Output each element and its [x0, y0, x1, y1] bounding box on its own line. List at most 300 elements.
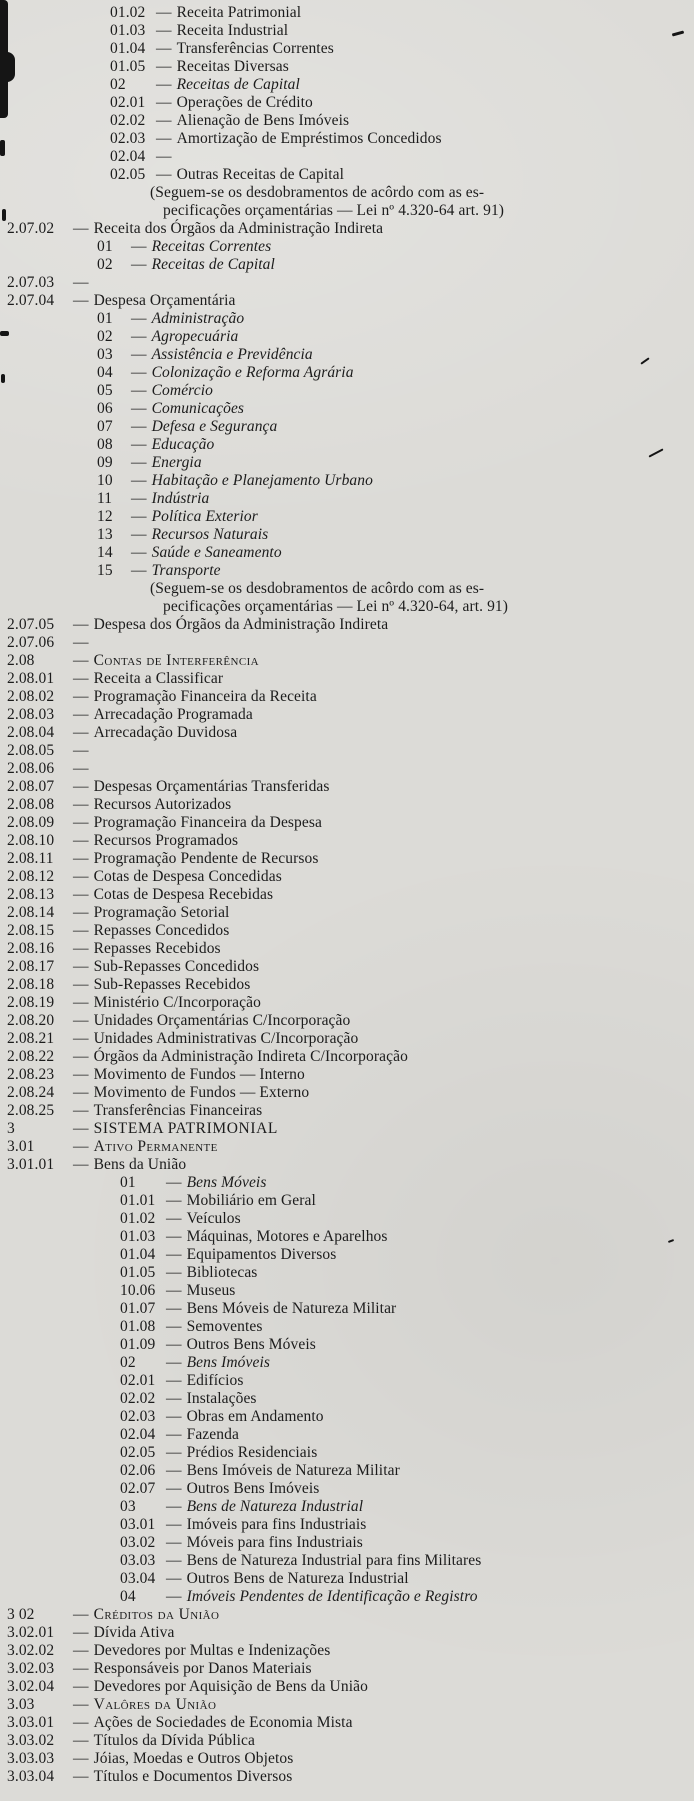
account-label: Repasses Recebidos: [93, 940, 221, 957]
account-code: 01.05: [120, 1264, 156, 1281]
account-code: 02.04: [110, 148, 146, 165]
dash-separator: —: [131, 544, 147, 561]
account-line: [0, 1138, 694, 1156]
account-code: 11: [97, 490, 113, 507]
account-line: [0, 634, 694, 652]
account-code: 01.05: [110, 58, 146, 75]
dash-separator: —: [166, 1300, 182, 1317]
account-label: Museus: [186, 1282, 236, 1299]
account-code: 3.02.01: [7, 1624, 55, 1641]
account-label: Ministério C/Incorporação: [93, 994, 261, 1011]
account-code: 02.01: [120, 1372, 156, 1389]
account-label: Contas de Interferência: [93, 652, 260, 669]
account-line: [0, 994, 694, 1012]
account-code: 03.02: [120, 1534, 156, 1551]
dash-separator: —: [73, 778, 89, 795]
dash-separator: —: [156, 76, 172, 93]
account-line: [0, 1534, 694, 1552]
account-label: Receita a Classificar: [93, 670, 224, 687]
dash-separator: —: [73, 1696, 89, 1713]
account-label: Comunicações: [151, 400, 245, 417]
account-line: [0, 868, 694, 886]
account-code: 02.03: [120, 1408, 156, 1425]
account-line: [0, 1048, 694, 1066]
dash-separator: —: [166, 1174, 182, 1191]
account-line: [0, 364, 694, 382]
account-line: [0, 724, 694, 742]
dash-separator: —: [131, 310, 147, 327]
account-code: 2.08.07: [7, 778, 55, 795]
account-line: [0, 886, 694, 904]
dash-separator: —: [166, 1390, 182, 1407]
dash-separator: —: [156, 112, 172, 129]
account-line: [0, 1192, 694, 1210]
dash-separator: —: [73, 1030, 89, 1047]
account-line: [0, 328, 694, 346]
account-line: [0, 94, 694, 112]
account-label: Programação Setorial: [93, 904, 230, 921]
account-code: 02.05: [110, 166, 146, 183]
dash-separator: —: [73, 868, 89, 885]
account-line: [0, 382, 694, 400]
dash-separator: —: [73, 1066, 89, 1083]
note-text: (Seguem-se os desdobramentos de acôrdo com as es-: [150, 184, 485, 201]
account-label: Política Exterior: [151, 508, 258, 525]
account-code: 2.08: [7, 652, 35, 669]
account-line: [0, 760, 694, 778]
account-line: [0, 274, 694, 292]
account-label: Agropecuária: [151, 328, 239, 345]
account-code: 3.03.04: [7, 1768, 55, 1785]
account-line: [0, 1516, 694, 1534]
account-code: 02.07: [120, 1480, 156, 1497]
account-code: 04: [120, 1588, 136, 1605]
account-label: Outros Bens Móveis: [186, 1336, 316, 1353]
account-line: [0, 238, 694, 256]
dash-separator: —: [73, 958, 89, 975]
account-label: Unidades Orçamentárias C/Incorporação: [93, 1012, 351, 1029]
dash-separator: —: [166, 1228, 182, 1245]
account-line: [0, 1768, 694, 1786]
account-code: 2.07.04: [7, 292, 55, 309]
account-code: 2.07.02: [7, 220, 55, 237]
account-line: [0, 256, 694, 274]
account-label: Transferências Financeiras: [93, 1102, 263, 1119]
account-code: 06: [97, 400, 113, 417]
account-code: 2.08.10: [7, 832, 55, 849]
dash-separator: —: [131, 490, 147, 507]
account-label: Devedores por Aquisição de Bens da União: [93, 1678, 368, 1695]
account-code: 3.03.02: [7, 1732, 55, 1749]
account-line: [0, 1030, 694, 1048]
account-label: Receitas Correntes: [151, 238, 272, 255]
dash-separator: —: [156, 4, 172, 21]
dash-separator: —: [73, 760, 89, 777]
account-label: Bens Móveis: [186, 1174, 267, 1191]
dash-separator: —: [73, 1678, 89, 1695]
account-line: [0, 1210, 694, 1228]
dash-separator: —: [73, 994, 89, 1011]
account-line: [0, 1570, 694, 1588]
account-line: [0, 544, 694, 562]
account-code: 03: [97, 346, 113, 363]
account-code: 14: [97, 544, 113, 561]
dash-separator: —: [156, 130, 172, 147]
account-line: [0, 778, 694, 796]
dash-separator: —: [156, 40, 172, 57]
account-label: Transferências Correntes: [176, 40, 334, 57]
account-label: Bens Móveis de Natureza Militar: [186, 1300, 397, 1317]
dash-separator: —: [73, 274, 89, 291]
dash-separator: —: [166, 1282, 182, 1299]
account-code: 3.02.03: [7, 1660, 55, 1677]
account-line: [0, 1606, 694, 1624]
account-code: 02.05: [120, 1444, 156, 1461]
account-line: [0, 1336, 694, 1354]
account-line: [0, 1732, 694, 1750]
account-label: Órgãos da Administração Indireta C/Incorporação: [93, 1048, 408, 1065]
account-code: 02.03: [110, 130, 146, 147]
dash-separator: —: [73, 1660, 89, 1677]
account-code: 01.04: [110, 40, 146, 57]
account-line: [0, 1588, 694, 1606]
account-code: 02: [120, 1354, 136, 1371]
account-line: [0, 1354, 694, 1372]
account-code: 01.09: [120, 1336, 156, 1353]
dash-separator: —: [73, 634, 89, 651]
account-line: [0, 76, 694, 94]
dash-separator: —: [73, 724, 89, 741]
account-label: Receitas Diversas: [176, 58, 289, 75]
dash-separator: —: [73, 922, 89, 939]
account-code: 2.08.16: [7, 940, 55, 957]
dash-separator: —: [166, 1444, 182, 1461]
dash-separator: —: [73, 1606, 89, 1623]
account-line: [0, 652, 694, 670]
dash-separator: —: [166, 1534, 182, 1551]
account-label: Programação Financeira da Receita: [93, 688, 317, 705]
account-code: 02: [110, 76, 126, 93]
account-line: [0, 850, 694, 868]
account-label: Responsáveis por Danos Materiais: [93, 1660, 312, 1677]
account-line: [0, 976, 694, 994]
account-code: 3.03.01: [7, 1714, 55, 1731]
account-code: 2.08.13: [7, 886, 55, 903]
account-line: [0, 904, 694, 922]
account-code: 2.08.11: [7, 850, 54, 867]
account-line: [0, 1660, 694, 1678]
dash-separator: —: [166, 1408, 182, 1425]
account-code: 02: [97, 328, 113, 345]
account-code: 3.03.03: [7, 1750, 55, 1767]
dash-separator: —: [73, 220, 89, 237]
account-label: Jóias, Moedas e Outros Objetos: [93, 1750, 294, 1767]
account-line: [0, 148, 694, 166]
account-label: Recursos Naturais: [151, 526, 269, 543]
account-label: Ativo Permanente: [93, 1138, 218, 1155]
account-code: 3 02: [7, 1606, 35, 1623]
account-line: [0, 1174, 694, 1192]
account-label: Receita dos Órgãos da Administração Indireta: [93, 220, 384, 237]
account-label: Receita Patrimonial: [176, 4, 302, 21]
account-line: [0, 670, 694, 688]
dash-separator: —: [166, 1210, 182, 1227]
account-line: [0, 1066, 694, 1084]
account-code: 2.08.17: [7, 958, 55, 975]
account-label: Comércio: [151, 382, 213, 399]
account-label: Outras Receitas de Capital: [176, 166, 345, 183]
account-label: Alienação de Bens Imóveis: [176, 112, 350, 129]
account-code: 2.08.20: [7, 1012, 55, 1029]
account-label: Imóveis para fins Industriais: [186, 1516, 367, 1533]
account-label: Recursos Autorizados: [93, 796, 232, 813]
account-label: Obras em Andamento: [186, 1408, 324, 1425]
dash-separator: —: [73, 850, 89, 867]
account-label: Receitas de Capital: [176, 76, 300, 93]
dash-separator: —: [131, 562, 147, 579]
account-line: [0, 418, 694, 436]
account-label: Ações de Sociedades de Economia Mista: [93, 1714, 353, 1731]
account-code: 01: [97, 310, 113, 327]
account-code: 3.03: [7, 1696, 35, 1713]
account-label: Semoventes: [186, 1318, 263, 1335]
account-code: 02.06: [120, 1462, 156, 1479]
account-line: [0, 796, 694, 814]
dash-separator: —: [73, 706, 89, 723]
account-code: 02.02: [110, 112, 146, 129]
account-code: 2.08.15: [7, 922, 55, 939]
dash-separator: —: [131, 346, 147, 363]
account-code: 01.08: [120, 1318, 156, 1335]
account-line: [0, 1390, 694, 1408]
continuation-note: [0, 598, 694, 616]
dash-separator: —: [73, 976, 89, 993]
account-line: [0, 22, 694, 40]
account-label: Prédios Residenciais: [186, 1444, 318, 1461]
account-label: Cotas de Despesa Recebidas: [93, 886, 274, 903]
dash-separator: —: [73, 904, 89, 921]
account-code: 09: [97, 454, 113, 471]
dash-separator: —: [166, 1336, 182, 1353]
dash-separator: —: [73, 616, 89, 633]
account-line: [0, 1282, 694, 1300]
account-label: Valôres da União: [93, 1696, 217, 1713]
dash-separator: —: [156, 94, 172, 111]
account-line: [0, 472, 694, 490]
dash-separator: —: [73, 1120, 89, 1137]
account-code: 2.08.03: [7, 706, 55, 723]
account-label: Sub-Repasses Recebidos: [93, 976, 251, 993]
dash-separator: —: [73, 1624, 89, 1641]
account-line: [0, 454, 694, 472]
account-label: Saúde e Saneamento: [151, 544, 282, 561]
dash-separator: —: [131, 436, 147, 453]
account-line: [0, 1552, 694, 1570]
account-code: 2.08.23: [7, 1066, 55, 1083]
account-code: 2.08.25: [7, 1102, 55, 1119]
account-line: [0, 562, 694, 580]
account-line: [0, 166, 694, 184]
account-label: Arrecadação Duvidosa: [93, 724, 238, 741]
account-label: Indústria: [151, 490, 210, 507]
dash-separator: —: [73, 670, 89, 687]
account-line: [0, 490, 694, 508]
dash-separator: —: [73, 1714, 89, 1731]
account-code: 02.04: [120, 1426, 156, 1443]
account-code: 3.02.04: [7, 1678, 55, 1695]
account-line: [0, 1246, 694, 1264]
dash-separator: —: [156, 58, 172, 75]
account-line: [0, 130, 694, 148]
account-label: Despesa Orçamentária: [93, 292, 236, 309]
dash-separator: —: [73, 652, 89, 669]
dash-separator: —: [131, 238, 147, 255]
dash-separator: —: [73, 1768, 89, 1785]
account-label: SISTEMA PATRIMONIAL: [93, 1120, 278, 1137]
account-line: [0, 1498, 694, 1516]
account-label: Títulos e Documentos Diversos: [93, 1768, 293, 1785]
dash-separator: —: [73, 1102, 89, 1119]
account-line: [0, 508, 694, 526]
account-line: [0, 292, 694, 310]
account-line: [0, 1228, 694, 1246]
account-label: Fazenda: [186, 1426, 239, 1443]
account-code: 2.08.04: [7, 724, 55, 741]
dash-separator: —: [73, 796, 89, 813]
account-label: Mobiliário em Geral: [186, 1192, 316, 1209]
account-line: [0, 832, 694, 850]
account-code: 08: [97, 436, 113, 453]
dash-separator: —: [73, 292, 89, 309]
account-line: [0, 940, 694, 958]
dash-separator: —: [73, 1048, 89, 1065]
dash-separator: —: [73, 832, 89, 849]
account-label: Bens de Natureza Industrial: [186, 1498, 364, 1515]
account-label: Defesa e Segurança: [151, 418, 278, 435]
account-code: 01.04: [120, 1246, 156, 1263]
note-text: (Seguem-se os desdobramentos de acôrdo com as es-: [150, 580, 485, 597]
account-label: Devedores por Multas e Indenizações: [93, 1642, 331, 1659]
account-label: Administração: [151, 310, 245, 327]
dash-separator: —: [73, 688, 89, 705]
account-code: 01: [120, 1174, 136, 1191]
account-line: [0, 112, 694, 130]
account-line: [0, 1156, 694, 1174]
account-code: 2.08.18: [7, 976, 55, 993]
account-code: 01.02: [120, 1210, 156, 1227]
account-code: 02.01: [110, 94, 146, 111]
dash-separator: —: [156, 166, 172, 183]
account-label: Movimento de Fundos — Externo: [93, 1084, 310, 1101]
account-line: [0, 706, 694, 724]
account-label: Repasses Concedidos: [93, 922, 230, 939]
account-line: [0, 1624, 694, 1642]
account-label: Sub-Repasses Concedidos: [93, 958, 260, 975]
chart-of-accounts-list: [0, 4, 694, 1786]
account-code: 2.07.03: [7, 274, 55, 291]
account-code: 3.01: [7, 1138, 35, 1155]
dash-separator: —: [73, 1012, 89, 1029]
account-line: [0, 1750, 694, 1768]
dash-separator: —: [131, 382, 147, 399]
dash-separator: —: [131, 472, 147, 489]
account-label: Bens Imóveis de Natureza Militar: [186, 1462, 400, 1479]
dash-separator: —: [166, 1516, 182, 1533]
account-code: 2.08.21: [7, 1030, 55, 1047]
dash-separator: —: [131, 454, 147, 471]
account-label: Energia: [151, 454, 202, 471]
account-line: [0, 1264, 694, 1282]
dash-separator: —: [166, 1318, 182, 1335]
account-code: 01.07: [120, 1300, 156, 1317]
account-line: [0, 1372, 694, 1390]
account-code: 10.06: [120, 1282, 156, 1299]
note-text: pecificações orçamentárias — Lei nº 4.320-64 art. 91): [163, 202, 505, 219]
account-label: Colonização e Reforma Agrária: [151, 364, 354, 381]
account-code: 2.08.14: [7, 904, 55, 921]
account-label: Amortização de Empréstimos Concedidos: [176, 130, 442, 147]
account-label: Receita Industrial: [176, 22, 289, 39]
account-label: Créditos da União: [93, 1606, 220, 1623]
account-code: 2.08.05: [7, 742, 55, 759]
account-code: 10: [97, 472, 113, 489]
account-code: 03.04: [120, 1570, 156, 1587]
account-line: [0, 4, 694, 22]
account-line: [0, 1714, 694, 1732]
account-line: [0, 58, 694, 76]
account-line: [0, 1408, 694, 1426]
dash-separator: —: [131, 328, 147, 345]
account-line: [0, 1426, 694, 1444]
account-line: [0, 1480, 694, 1498]
account-label: Despesa dos Órgãos da Administração Indireta: [93, 616, 389, 633]
account-label: Dívida Ativa: [93, 1624, 175, 1641]
account-label: Programação Financeira da Despesa: [93, 814, 322, 831]
account-code: 2.07.05: [7, 616, 55, 633]
account-code: 15: [97, 562, 113, 579]
dash-separator: —: [166, 1480, 182, 1497]
account-line: [0, 220, 694, 238]
account-line: [0, 40, 694, 58]
account-label: Despesas Orçamentárias Transferidas: [93, 778, 330, 795]
account-label: Edifícios: [186, 1372, 244, 1389]
account-label: Operações de Crédito: [176, 94, 313, 111]
account-label: Arrecadação Programada: [93, 706, 253, 723]
account-line: [0, 1678, 694, 1696]
account-label: Bens da União: [93, 1156, 187, 1173]
account-line: [0, 346, 694, 364]
account-code: 01.03: [120, 1228, 156, 1245]
account-line: [0, 436, 694, 454]
account-label: Programação Pendente de Recursos: [93, 850, 319, 867]
account-code: 03.03: [120, 1552, 156, 1569]
dash-separator: —: [166, 1570, 182, 1587]
account-code: 04: [97, 364, 113, 381]
dash-separator: —: [166, 1246, 182, 1263]
account-code: 3: [7, 1120, 15, 1137]
continuation-note: [0, 184, 694, 202]
account-code: 2.08.19: [7, 994, 55, 1011]
account-line: [0, 1318, 694, 1336]
account-code: 3.02.02: [7, 1642, 55, 1659]
account-label: Recursos Programados: [93, 832, 239, 849]
dash-separator: —: [166, 1498, 182, 1515]
dash-separator: —: [131, 400, 147, 417]
account-code: 03: [120, 1498, 136, 1515]
account-label: Outros Bens Imóveis: [186, 1480, 320, 1497]
account-code: 2.08.24: [7, 1084, 55, 1101]
account-code: 2.08.02: [7, 688, 55, 705]
